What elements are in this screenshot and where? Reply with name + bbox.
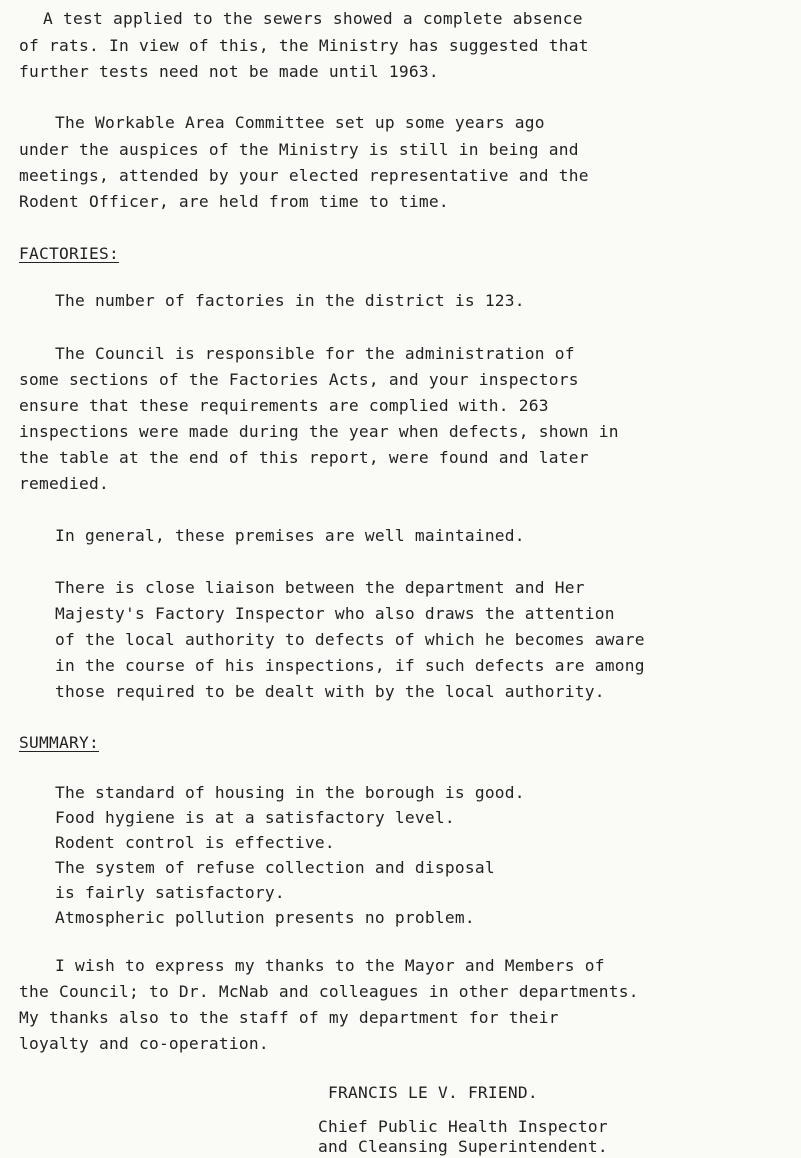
council-line-2: some sections of the Factories Acts, and your inspectors [19, 370, 579, 389]
thanks-line-4: loyalty and co-operation. [19, 1034, 269, 1053]
signature-title-line-1: Chief Public Health Inspector [318, 1117, 608, 1136]
intro-line-1: A test applied to the sewers showed a complete absence [43, 9, 583, 28]
signature-title-line-2: and Cleansing Superintendent. [318, 1137, 608, 1156]
factories-heading: FACTORIES: [19, 244, 119, 263]
workable-area-line-3: meetings, attended by your elected representative and the [19, 166, 589, 185]
liaison-line-2: Majesty's Factory Inspector who also draws the attention [55, 604, 615, 623]
council-line-5: the table at the end of this report, were found and later [19, 448, 589, 467]
intro-line-3: further tests need not be made until 1963. [19, 62, 439, 81]
summary-item: Rodent control is effective. [55, 833, 335, 852]
liaison-line-5: those required to be dealt with by the local authority. [55, 682, 605, 701]
liaison-line-3: of the local authority to defects of which he becomes aware [55, 630, 645, 649]
council-line-1: The Council is responsible for the administration of [55, 344, 575, 363]
thanks-line-1: I wish to express my thanks to the Mayor and Members of [55, 956, 605, 975]
summary-item: The standard of housing in the borough is good. [55, 783, 525, 802]
summary-item: The system of refuse collection and disposal [55, 858, 495, 877]
signature-name: FRANCIS LE V. FRIEND. [328, 1083, 538, 1102]
workable-area-line-4: Rodent Officer, are held from time to time. [19, 192, 449, 211]
council-line-4: inspections were made during the year when defects, shown in [19, 422, 619, 441]
intro-line-2: of rats. In view of this, the Ministry has suggested that [19, 36, 589, 55]
summary-item: is fairly satisfactory. [55, 883, 285, 902]
general-line: In general, these premises are well maintained. [55, 526, 525, 545]
liaison-line-1: There is close liaison between the department and Her [55, 578, 585, 597]
thanks-line-3: My thanks also to the staff of my department for their [19, 1008, 559, 1027]
liaison-line-4: in the course of his inspections, if such defects are among [55, 656, 645, 675]
summary-item: Food hygiene is at a satisfactory level. [55, 808, 455, 827]
factories-number-line: The number of factories in the district is 123. [55, 291, 525, 310]
workable-area-line-2: under the auspices of the Ministry is still in being and [19, 140, 579, 159]
council-line-3: ensure that these requirements are complied with. 263 [19, 396, 549, 415]
summary-item: Atmospheric pollution presents no problem. [55, 908, 475, 927]
workable-area-line-1: The Workable Area Committee set up some years ago [55, 113, 545, 132]
thanks-line-2: the Council; to Dr. McNab and colleagues in other departments. [19, 982, 639, 1001]
council-line-6: remedied. [19, 474, 109, 493]
summary-heading: SUMMARY: [19, 733, 99, 752]
